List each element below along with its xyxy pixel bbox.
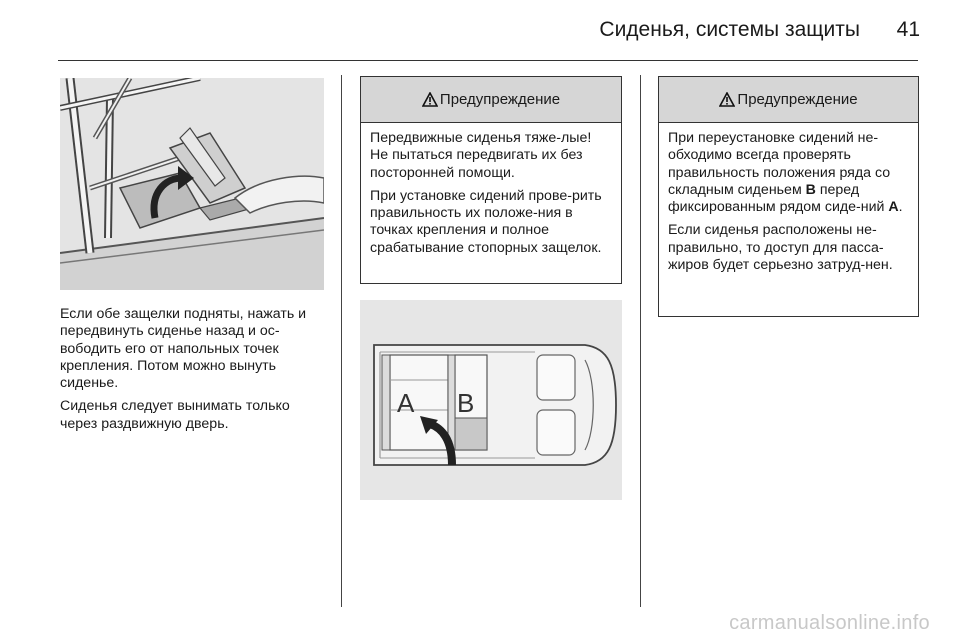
paragraph: Сиденья следует вынимать только через раздвижную дверь. [60,398,290,432]
warning-title: Предупреждение [737,91,858,108]
seat-layout-figure [360,300,622,500]
paragraph: При установке сидений прове-рить правильность их положе-ния в точках крепления и полное срабатывание стопорных защелок. [370,187,602,256]
paragraph: Передвижные сиденья тяже-лые! Не пытаться передвигать их без посторонней помощи. [370,130,592,181]
paragraph: Если сиденья расположены не-правильно, то доступ для пасса-жиров будет серьезно затруд-нен. [668,222,893,274]
column-divider [640,75,641,607]
watermark: carmanualsonline.info [729,612,930,634]
warning-box [360,76,622,284]
paragraph [668,130,910,216]
seat-a-ref: A [888,199,899,216]
column-divider [341,75,342,607]
warning-header [659,77,918,123]
paragraph: Если обе защелки подняты, нажать и передвинуть сиденье назад и ос-вободить его от напольных точек крепления. Потом можно вынуть сиденье. [60,306,307,392]
label-b: B [457,388,475,418]
warning-box [658,76,919,317]
text-run: . [898,199,903,216]
warning-header [361,77,621,123]
header-rule [58,60,918,61]
label-a: A [397,388,415,418]
left-text [60,306,328,439]
page-title: Сиденья, системы защиты [599,18,860,41]
text-run: перед фиксированным рядом сиде-ний [668,181,889,216]
seat-latch-figure [60,78,324,290]
page-number: 41 [896,18,920,41]
warning-triangle-icon [422,92,438,107]
text-run: При переустановке сидений не-обходимо всегда проверять правильность положения ряда со складным сиденьем [668,130,891,198]
warning-body [659,123,918,274]
seat-b-ref: B [805,181,816,198]
warning-body [361,123,621,257]
van-seating-diagram [360,300,622,500]
warning-title: Предупреждение [439,91,561,108]
warning-triangle-icon [719,92,735,107]
seat-latch-illustration [60,78,324,290]
